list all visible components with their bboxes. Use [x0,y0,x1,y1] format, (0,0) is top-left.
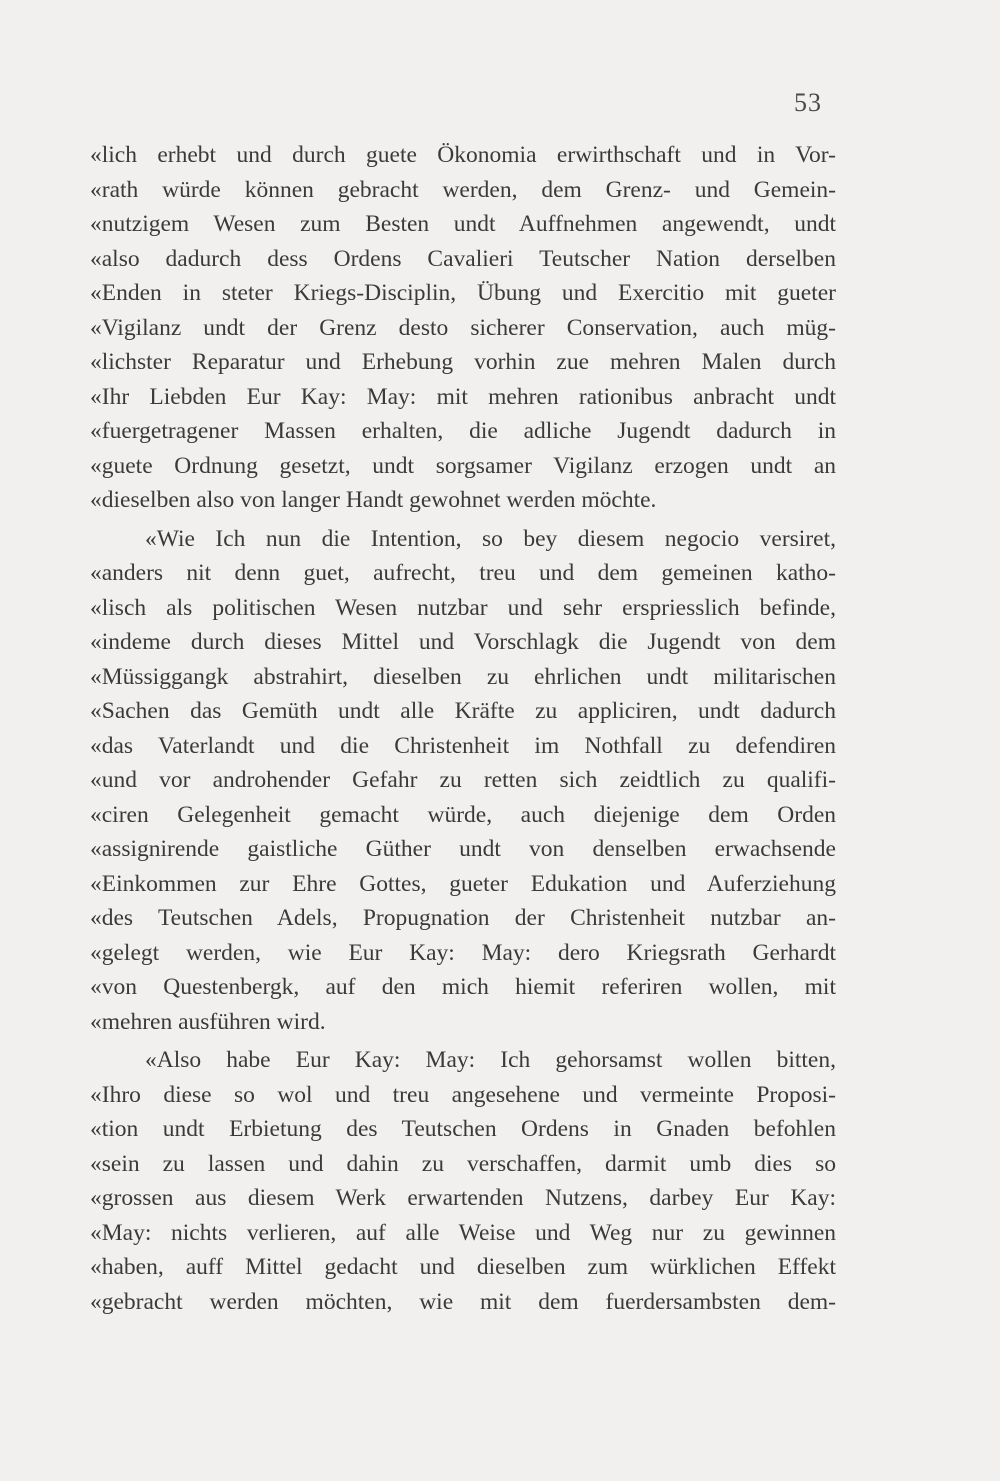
paragraph [90,522,836,1040]
paragraph [90,138,836,518]
text-line: «also dadurch dess Ordens Cavalieri Teutscher Nation derselben [90,245,836,272]
body-text [90,138,836,1319]
text-line: «tion undt Erbietung des Teutschen Ordens in Gnaden befohlen [90,1116,836,1142]
text-line: «lichster Reparatur und Erhebung vorhin zue mehren Malen durch [90,349,836,375]
text-line: «und vor androhender Gefahr zu retten sich zeidtlich zu qualifi- [90,767,836,793]
text-line: «grossen aus diesem Werk erwartenden Nutzens, darbey Eur Kay: [90,1185,836,1211]
paragraph [90,1043,836,1319]
text-line: «lisch als politischen Wesen nutzbar und sehr erspriesslich befinde, [90,594,836,621]
text-line: «guete Ordnung gesetzt, undt sorgsamer Vigilanz erzogen undt an [90,452,836,479]
text-line: «ciren Gelegenheit gemacht würde, auch diejenige dem Orden [90,801,836,828]
text-line: «Vigilanz undt der Grenz desto sicherer Conservation, auch müg- [90,314,836,341]
text-line: «assignirende gaistliche Güther undt von denselben erwachsende [90,836,836,862]
text-line: «sein zu lassen und dahin zu verschaffen, darmit umb dies so [90,1150,836,1177]
text-line: «mehren ausführen wird. [90,1008,326,1035]
text-line: «das Vaterlandt und die Christenheit im Nothfall zu defendiren [90,732,836,759]
text-line: «Ihr Liebden Eur Kay: May: mit mehren rationibus anbracht undt [90,383,836,410]
text-line: «Einkommen zur Ehre Gottes, gueter Edukation und Auferziehung [90,870,836,897]
text-line: «anders nit denn guet, aufrecht, treu und dem gemeinen katho- [90,560,836,586]
text-line: «von Questenbergk, auf den mich hiemit referiren wollen, mit [90,974,836,1000]
text-line: «Sachen das Gemüth undt alle Kräfte zu appliciren, undt dadurch [90,698,836,724]
text-line: «Also habe Eur Kay: May: Ich gehorsamst wollen bitten, [145,1047,836,1073]
text-line: «lich erhebt und durch guete Ökonomia erwirthschaft und in Vor- [90,142,836,168]
text-line: «gebracht werden möchten, wie mit dem fuerdersambsten dem- [90,1288,836,1315]
text-line: «Enden in steter Kriegs-Disciplin, Übung und Exercitio mit gueter [90,280,836,306]
text-line: «gelegt werden, wie Eur Kay: May: dero Kriegsrath Gerhardt [90,939,836,966]
text-line: «des Teutschen Adels, Propugnation der Christenheit nutzbar an- [90,905,836,931]
text-line: «Müssiggangk abstrahirt, dieselben zu ehrlichen undt militarischen [90,663,836,690]
text-line: «haben, auff Mittel gedacht und dieselben zum würklichen Effekt [90,1254,836,1280]
text-line: «Wie Ich nun die Intention, so bey diesem negocio versiret, [145,525,836,552]
text-line: «rath würde können gebracht werden, dem Grenz- und Gemein- [90,176,836,203]
text-line: «May: nichts verlieren, auf alle Weise und Weg nur zu gewinnen [90,1219,836,1246]
text-line: «Ihro diese so wol und treu angesehene und vermeinte Proposi- [90,1081,836,1108]
text-line: «dieselben also von langer Handt gewohnet werden möchte. [90,487,657,513]
page-number: 53 [794,88,822,117]
text-line: «indeme durch dieses Mittel und Vorschlagk die Jugendt von dem [90,629,836,655]
text-line: «fuergetragener Massen erhalten, die adliche Jugendt dadurch in [90,418,836,444]
text-line: «nutzigem Wesen zum Besten undt Auffnehmen angewendt, undt [90,211,836,237]
